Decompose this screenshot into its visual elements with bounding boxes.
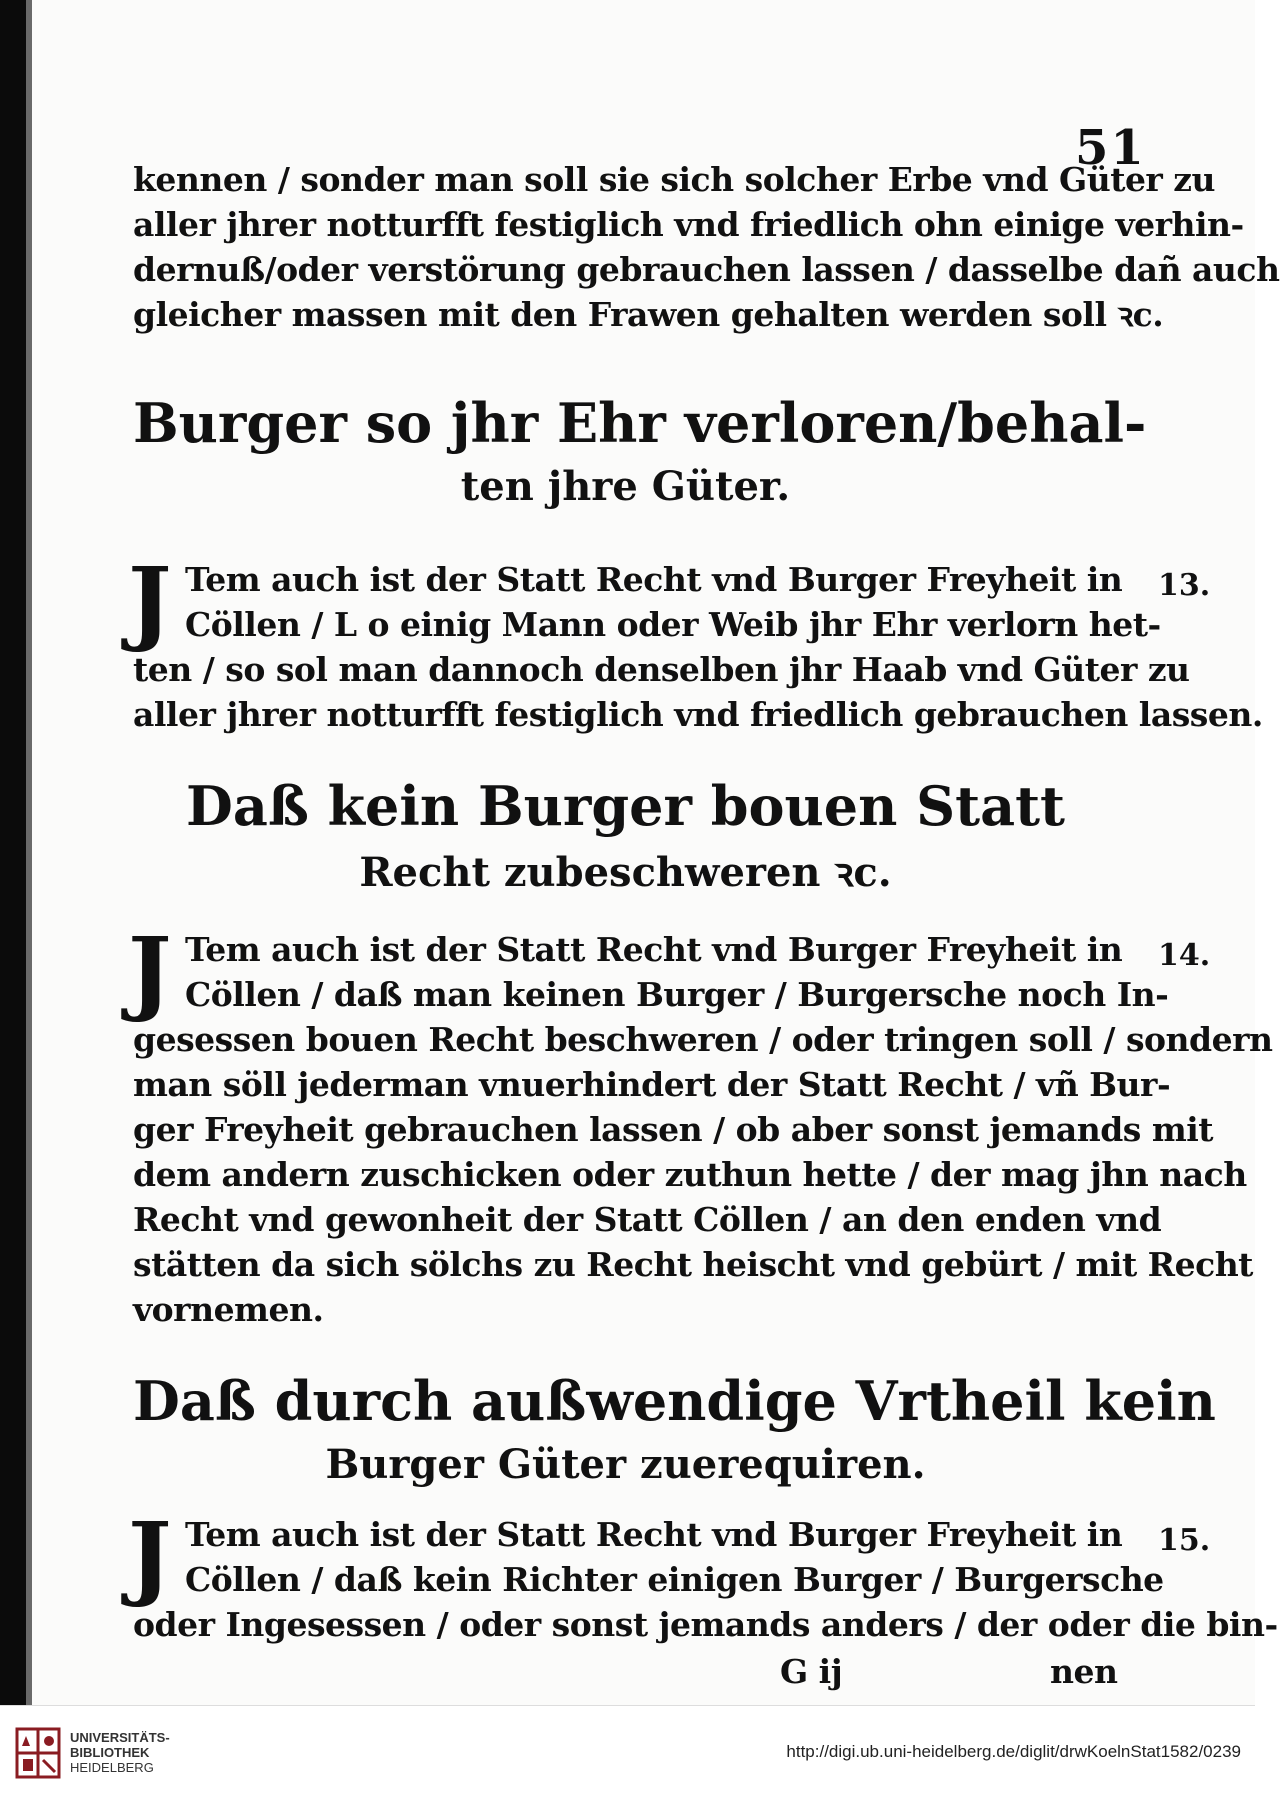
page-number: 51 xyxy=(1075,120,1146,176)
section-14-heading-line1: Daß kein Burger bouen Statt xyxy=(186,774,1065,838)
section-13-line-3: ten / so sol man dannoch denselben jhr Haab vnd Güter zu xyxy=(133,650,1190,689)
institution-line-2: BIBLIOTHEK xyxy=(70,1745,150,1760)
section-13-number: 13. xyxy=(1158,568,1211,603)
section-13-line-4: aller jhrer notturfft festiglich vnd friedlich gebrauchen lassen. xyxy=(133,695,1263,734)
section-14-line-5: ger Freyheit gebrauchen lassen / ob aber sonst jemands mit xyxy=(133,1110,1214,1149)
section-13-heading-line2: ten jhre Güter. xyxy=(460,463,791,510)
section-15-line-1: Tem auch ist der Statt Recht vnd Burger Freyheit in xyxy=(185,1515,1123,1554)
section-15-line-2: Cöllen / daß kein Richter einigen Burger / Burgersche xyxy=(185,1560,1164,1599)
intro-line-2: aller jhrer notturfft festiglich vnd friedlich ohn einige verhin- xyxy=(133,205,1244,244)
section-13-heading-line1: Burger so jhr Ehr verloren/behal- xyxy=(133,391,1147,455)
section-15-heading-line1: Daß durch außwendige Vrtheil kein xyxy=(133,1369,1216,1433)
section-15-line-3: oder Ingesessen / oder sonst jemands anders / der oder die bin- xyxy=(133,1605,1278,1644)
binding-shadow xyxy=(26,0,32,1705)
section-13-line-1: Tem auch ist der Statt Recht vnd Burger Freyheit in xyxy=(185,560,1123,599)
binding-edge xyxy=(0,0,26,1705)
viewer-footer xyxy=(0,1705,1255,1799)
university-library-logo-icon xyxy=(14,1726,62,1780)
section-14-line-1: Tem auch ist der Statt Recht vnd Burger Freyheit in xyxy=(185,930,1123,969)
section-13-line-2: Cöllen / L o einig Mann oder Weib jhr Ehr verlorn het- xyxy=(185,605,1161,644)
catchword: nen xyxy=(1050,1652,1118,1691)
institution-name xyxy=(70,1730,170,1775)
section-14-initial: J xyxy=(128,917,172,1025)
signature-mark: G ij xyxy=(780,1652,843,1691)
intro-line-4: gleicher massen mit den Frawen gehalten werden soll ꝛc. xyxy=(133,295,1164,334)
section-14-line-4: man söll jederman vnuerhindert der Statt Recht / vñ Bur- xyxy=(133,1065,1171,1104)
section-13-initial: J xyxy=(128,547,172,655)
intro-line-3: dernuß/oder verstörung gebrauchen lassen / dasselbe dañ auch xyxy=(133,250,1280,289)
section-14-line-7: Recht vnd gewonheit der Statt Cöllen / an den enden vnd xyxy=(133,1200,1162,1239)
section-15-initial: J xyxy=(128,1502,172,1610)
intro-line-1: kennen / sonder man soll sie sich solcher Erbe vnd Güter zu xyxy=(133,160,1216,199)
institution-line-1: UNIVERSITÄTS- xyxy=(70,1730,170,1745)
institution-line-3: HEIDELBERG xyxy=(70,1760,154,1775)
section-15-number: 15. xyxy=(1158,1523,1211,1558)
section-14-number: 14. xyxy=(1158,938,1211,973)
section-14-line-9: vornemen. xyxy=(133,1290,324,1329)
section-15-heading-line2: Burger Güter zuerequiren. xyxy=(325,1441,926,1488)
permalink-url[interactable]: http://digi.ub.uni-heidelberg.de/diglit/drwKoelnStat1582/0239 xyxy=(786,1742,1241,1761)
section-14-heading-line2: Recht zubeschweren ꝛc. xyxy=(359,849,892,896)
section-14-line-3: gesessen bouen Recht beschweren / oder tringen soll / sondern xyxy=(133,1020,1273,1059)
section-14-line-8: stätten da sich sölchs zu Recht heischt vnd gebürt / mit Recht xyxy=(133,1245,1253,1284)
section-14-line-6: dem andern zuschicken oder zuthun hette / der mag jhn nach xyxy=(133,1155,1247,1194)
section-14-line-2: Cöllen / daß man keinen Burger / Burgersche noch In- xyxy=(185,975,1169,1014)
